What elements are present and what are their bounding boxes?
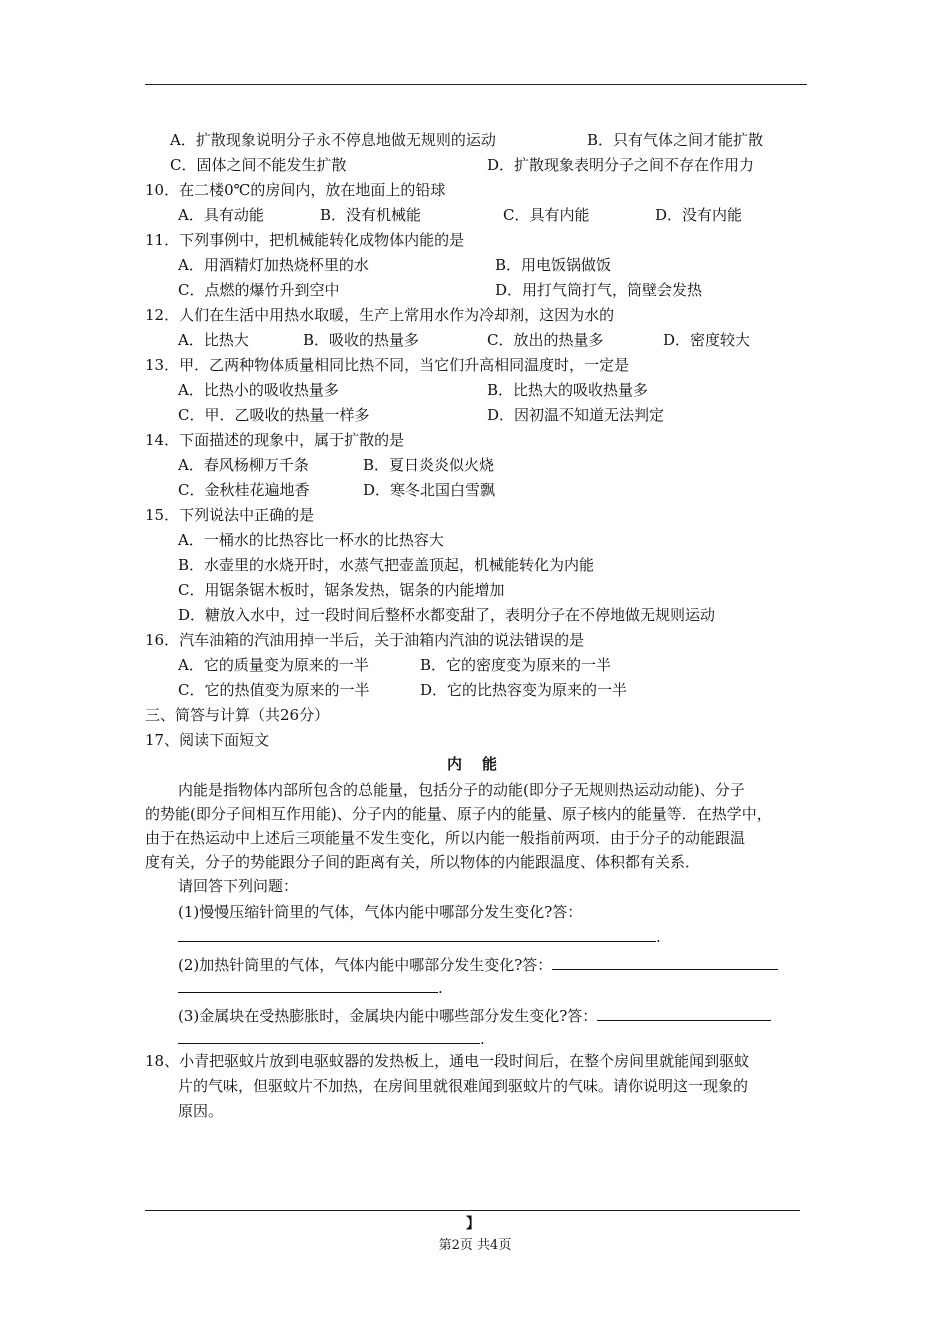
passage-line-3: 由于在热运动中上述后三项能量不发生变化，所以内能一般指前两项．由于分子的动能跟温 <box>145 829 746 847</box>
q10-option-a: A．具有动能 <box>178 206 264 224</box>
q18-line-1: 18、小青把驱蚊片放到电驱蚊器的发热板上，通电一段时间后，在整个房间里就能闻到驱蚊 <box>145 1052 750 1070</box>
q13-stem: 13．甲．乙两种物体质量相同比热不同，当它们升高相同温度时，一定是 <box>145 356 630 374</box>
passage-line-1: 内能是指物体内部所包含的总能量，包括分子的动能(即分子无规则热运动动能)、分子 <box>178 781 745 799</box>
q13-option-d: D．因初温不知道无法判定 <box>487 406 665 424</box>
q14-option-a: A．春风杨柳万千条 <box>178 456 309 474</box>
answer-blank-3a[interactable] <box>597 1004 771 1021</box>
header-rule <box>145 84 807 85</box>
section-heading: 三、简答与计算（共26分） <box>145 706 330 724</box>
question-prompt: 请回答下列问题： <box>178 877 299 895</box>
q9-option-d: D．扩散现象表明分子之间不存在作用力 <box>487 156 755 174</box>
answer-blank-3b[interactable] <box>178 1027 480 1044</box>
q16-stem: 16．汽车油箱的汽油用掉一半后，关于油箱内汽油的说法错误的是 <box>145 631 585 649</box>
q16-option-c: C．它的热值变为原来的一半 <box>178 681 370 699</box>
q10-option-d: D．没有内能 <box>655 206 743 224</box>
q14-option-c: C．金秋桂花遍地香 <box>178 481 310 499</box>
sub-question-3 <box>178 1004 771 1026</box>
q15-option-a: A．一桶水的比热容比一杯水的比热容大 <box>178 531 444 549</box>
q13-option-b: B．比热大的吸收热量多 <box>487 381 649 399</box>
q18-line-2: 片的气味，但驱蚊片不加热，在房间里就很难闻到驱蚊片的气味。请你说明这一现象的 <box>178 1077 749 1095</box>
period-mark: . <box>480 1030 485 1048</box>
answer-blank-2a[interactable] <box>552 953 778 970</box>
footer-mark: 】 <box>466 1216 480 1232</box>
answer-line-1 <box>178 925 661 947</box>
page-number: 第2页 共4页 <box>438 1238 512 1253</box>
q18-line-3: 原因。 <box>178 1102 224 1120</box>
q13-option-a: A．比热小的吸收热量多 <box>178 381 339 399</box>
q9-option-b: B．只有气体之间才能扩散 <box>587 131 764 149</box>
q9-option-a: A．扩散现象说明分子永不停息地做无规则的运动 <box>170 131 496 149</box>
q12-option-c: C．放出的热量多 <box>487 331 604 349</box>
passage-line-2: 的势能(即分子间相互作用能)、分子内的能量、原子内的能量、原子核内的能量等．在热学中， <box>145 805 772 823</box>
answer-blank-2b[interactable] <box>178 976 438 993</box>
q10-option-c: C．具有内能 <box>503 206 590 224</box>
q12-option-d: D．密度较大 <box>663 331 751 349</box>
q9-option-c: C．固体之间不能发生扩散 <box>170 156 347 174</box>
q15-option-b: B．水壶里的水烧开时，水蒸气把壶盖顶起，机械能转化为内能 <box>178 556 595 574</box>
q15-option-d: D．糖放入水中，过一段时间后整杯水都变甜了，表明分子在不停地做无规则运动 <box>178 606 716 624</box>
sub-question-3-text: (3)金属块在受热膨胀时，金属块内能中哪些部分发生变化?答： <box>178 1007 598 1025</box>
q15-stem: 15．下列说法中正确的是 <box>145 506 315 524</box>
q15-option-c: C．用锯条锯木板时，锯条发热，锯条的内能增加 <box>178 581 505 599</box>
q17-stem: 17、阅读下面短文 <box>145 731 270 749</box>
q16-option-a: A．它的质量变为原来的一半 <box>178 656 369 674</box>
sub-question-2-text: (2)加热针筒里的气体，气体内能中哪部分发生变化?答： <box>178 956 553 974</box>
answer-line-3 <box>178 1027 485 1049</box>
period-mark: . <box>656 928 661 946</box>
q14-option-b: B．夏日炎炎似火烧 <box>363 456 495 474</box>
q11-option-b: B．用电饭锅做饭 <box>495 256 612 274</box>
sub-question-2 <box>178 953 778 975</box>
answer-line-2 <box>178 976 443 998</box>
period-mark: . <box>438 979 443 997</box>
passage-line-4: 度有关，分子的势能跟分子间的距离有关，所以物体的内能跟温度、体积都有关系． <box>145 853 701 871</box>
footer-rule <box>145 1210 800 1211</box>
q14-option-d: D．寒冬北国白雪飘 <box>363 481 496 499</box>
q16-option-b: B．它的密度变为原来的一半 <box>420 656 612 674</box>
q11-option-a: A．用酒精灯加热烧杯里的水 <box>178 256 369 274</box>
q13-option-c: C．甲．乙吸收的热量一样多 <box>178 406 370 424</box>
q11-option-d: D．用打气筒打气，筒壁会发热 <box>495 281 703 299</box>
q10-option-b: B．没有机械能 <box>320 206 422 224</box>
q16-option-d: D．它的比热容变为原来的一半 <box>420 681 628 699</box>
q12-option-b: B．吸收的热量多 <box>303 331 420 349</box>
q11-stem: 11．下列事例中，把机械能转化成物体内能的是 <box>145 231 465 249</box>
answer-blank-1[interactable] <box>178 925 656 942</box>
sub-question-1: (1)慢慢压缩针筒里的气体，气体内能中哪部分发生变化?答： <box>178 903 583 921</box>
q10-stem: 10．在二楼0℃的房间内，放在地面上的铅球 <box>145 181 446 199</box>
q11-option-c: C．点燃的爆竹升到空中 <box>178 281 340 299</box>
q12-stem: 12．人们在生活中用热水取暖，生产上常用水作为冷却剂，这因为水的 <box>145 306 615 324</box>
q12-option-a: A．比热大 <box>178 331 249 349</box>
passage-title: 内能 <box>447 755 518 773</box>
q14-stem: 14．下面描述的现象中，属于扩散的是 <box>145 431 405 449</box>
